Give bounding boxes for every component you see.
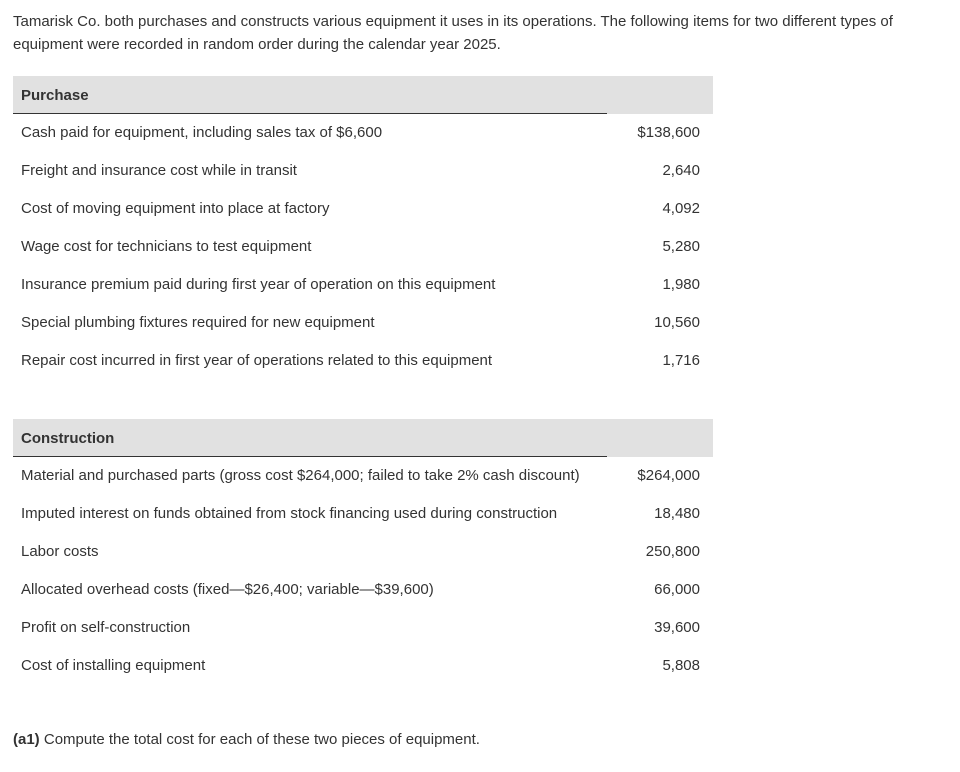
question-text: Compute the total cost for each of these two pieces of equipment. xyxy=(39,731,480,748)
construction-header xyxy=(13,419,713,457)
item-amount: 250,800 xyxy=(645,543,700,560)
item-amount: 10,560 xyxy=(654,314,700,331)
table-row xyxy=(13,114,713,152)
item-amount: 18,480 xyxy=(654,505,700,522)
problem-intro: Tamarisk Co. both purchases and constructs various equipment it uses in its operations. The following items for two different types of equipment were recorded in random order during the calendar year 2025. xyxy=(13,13,893,53)
item-amount: 66,000 xyxy=(654,581,700,598)
item-label: Material and purchased parts (gross cost $264,000; failed to take 2% cash discount) xyxy=(21,467,580,484)
purchase-header xyxy=(13,76,713,114)
table-row xyxy=(13,228,713,266)
table-row xyxy=(13,152,713,190)
construction-rows xyxy=(13,457,713,685)
construction-table xyxy=(13,419,713,685)
item-amount: 1,980 xyxy=(662,276,700,293)
item-label: Insurance premium paid during first year of operation on this equipment xyxy=(21,276,496,293)
table-row xyxy=(13,495,713,533)
purchase-rows xyxy=(13,114,713,380)
construction-title: Construction xyxy=(21,430,115,447)
item-label: Allocated overhead costs (fixed—$26,400; variable—$39,600) xyxy=(21,581,434,598)
item-label: Special plumbing fixtures required for new equipment xyxy=(21,314,375,331)
purchase-title: Purchase xyxy=(21,87,89,104)
question-prompt xyxy=(13,731,480,748)
item-amount: 1,716 xyxy=(662,352,700,369)
item-label: Labor costs xyxy=(21,543,99,560)
item-amount: 2,640 xyxy=(662,162,700,179)
item-label: Cash paid for equipment, including sales tax of $6,600 xyxy=(21,124,383,141)
item-amount: 39,600 xyxy=(654,619,700,636)
item-amount: $138,600 xyxy=(637,124,700,141)
purchase-table xyxy=(13,76,713,380)
table-row xyxy=(13,609,713,647)
table-row xyxy=(13,342,713,380)
item-amount: 5,280 xyxy=(662,238,700,255)
table-row xyxy=(13,457,713,495)
table-row xyxy=(13,571,713,609)
item-label: Repair cost incurred in first year of operations related to this equipment xyxy=(21,352,493,369)
table-row xyxy=(13,647,713,685)
table-row xyxy=(13,304,713,342)
item-amount: $264,000 xyxy=(637,467,700,484)
item-amount: 4,092 xyxy=(662,200,700,217)
item-label: Cost of installing equipment xyxy=(21,657,206,674)
item-label: Profit on self-construction xyxy=(21,619,191,636)
table-row xyxy=(13,533,713,571)
item-label: Cost of moving equipment into place at factory xyxy=(21,200,330,217)
question-number: (a1) xyxy=(13,731,40,748)
item-label: Imputed interest on funds obtained from stock financing used during construction xyxy=(21,505,558,522)
table-row xyxy=(13,190,713,228)
item-label: Freight and insurance cost while in transit xyxy=(21,162,297,179)
item-label: Wage cost for technicians to test equipment xyxy=(21,238,312,255)
item-amount: 5,808 xyxy=(662,657,700,674)
table-row xyxy=(13,266,713,304)
